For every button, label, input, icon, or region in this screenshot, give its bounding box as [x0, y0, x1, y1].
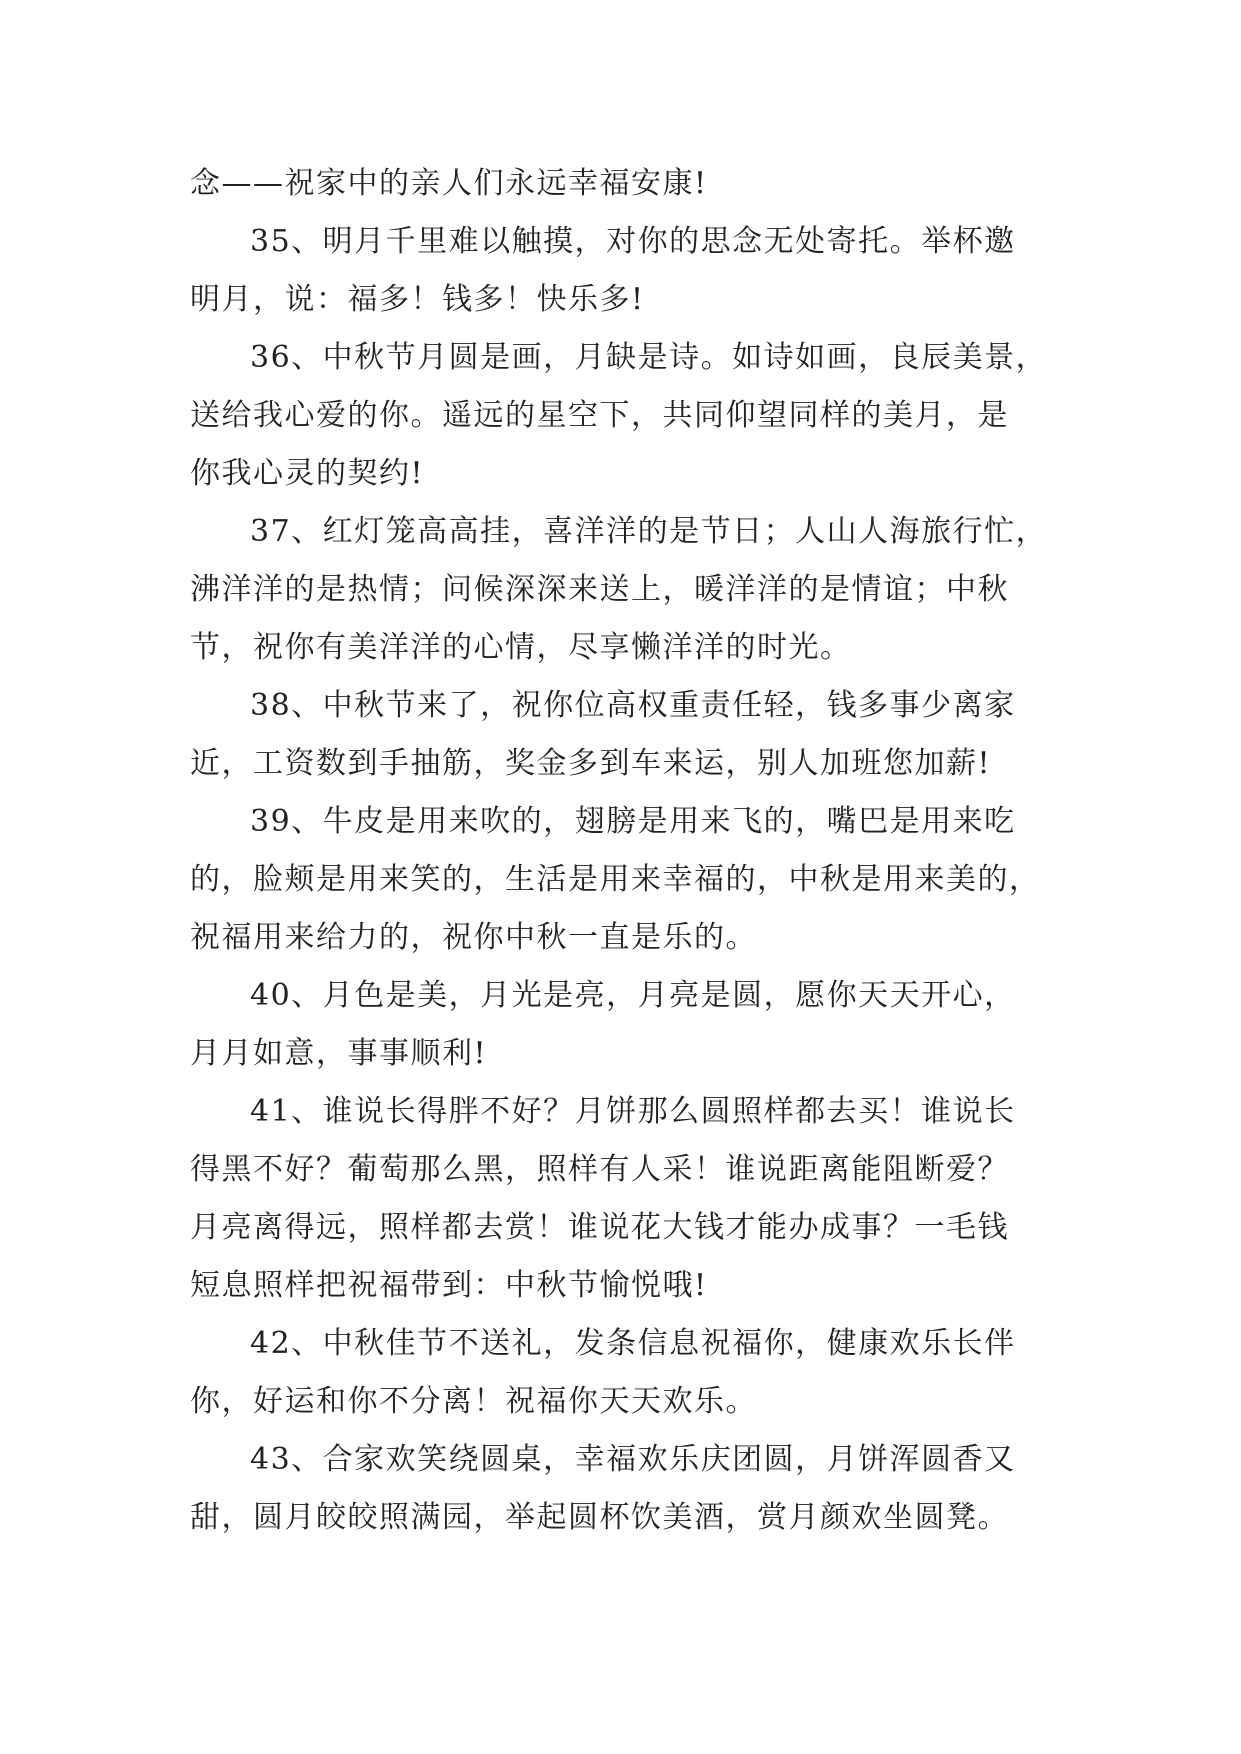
text-line: 祝福用来给力的，祝你中秋一直是乐的。 — [190, 920, 757, 955]
paragraph-43-line-1: 43、合家欢笑绕圆桌，幸福欢乐庆团圆，月饼浑圆香又 — [250, 1442, 1016, 1477]
text-line: 你我心灵的契约! — [190, 456, 425, 491]
paragraph-37-line-1: 37、红灯笼高高挂，喜洋洋的是节日；人山人海旅行忙， — [250, 514, 1048, 549]
text-line: 月月如意，事事顺利! — [190, 1036, 488, 1071]
text-line: 甜，圆月皎皎照满园，举起圆杯饮美酒，赏月颜欢坐圆凳。 — [190, 1500, 1009, 1535]
text-line: 节，祝你有美洋洋的心情，尽享懒洋洋的时光。 — [190, 630, 852, 665]
paragraph-41-line-1: 41、谁说长得胖不好？月饼那么圆照样都去买！谁说长 — [250, 1094, 1016, 1129]
text-line: 月亮离得远，照样都去赏！谁说花大钱才能办成事？一毛钱 — [190, 1210, 1009, 1245]
text-line: 沸洋洋的是热情；问候深深来送上，暖洋洋的是情谊；中秋 — [190, 572, 1009, 607]
paragraph-42-line-1: 42、中秋佳节不送礼，发条信息祝福你，健康欢乐长伴 — [250, 1326, 1016, 1361]
text-line: 得黑不好？葡萄那么黑，照样有人采！谁说距离能阻断爱？ — [190, 1152, 1009, 1187]
paragraph-40-line-1: 40、月色是美，月光是亮，月亮是圆，愿你天天开心， — [250, 978, 1016, 1013]
paragraph-35-line-1: 35、明月千里难以触摸，对你的思念无处寄托。举杯邀 — [250, 224, 1016, 259]
text-line: 的，脸颊是用来笑的，生活是用来幸福的，中秋是用来美的， — [190, 862, 1041, 897]
text-line: 明月，说：福多！钱多！快乐多! — [190, 282, 645, 317]
paragraph-39-line-1: 39、牛皮是用来吹的，翅膀是用来飞的，嘴巴是用来吃 — [250, 804, 1016, 839]
text-line: 你，好运和你不分离！祝福你天天欢乐。 — [190, 1384, 757, 1419]
paragraph-38-line-1: 38、中秋节来了，祝你位高权重责任轻，钱多事少离家 — [250, 688, 1016, 723]
document-body — [190, 155, 1070, 1547]
text-line: 短息照样把祝福带到：中秋节愉悦哦! — [190, 1268, 708, 1303]
text-line: 念——祝家中的亲人们永远幸福安康! — [190, 166, 708, 201]
text-line: 送给我心爱的你。遥远的星空下，共同仰望同样的美月，是 — [190, 398, 1009, 433]
text-line: 近，工资数到手抽筋，奖金多到车来运，别人加班您加薪! — [190, 746, 992, 781]
paragraph-36-line-1: 36、中秋节月圆是画，月缺是诗。如诗如画，良辰美景， — [250, 340, 1048, 375]
